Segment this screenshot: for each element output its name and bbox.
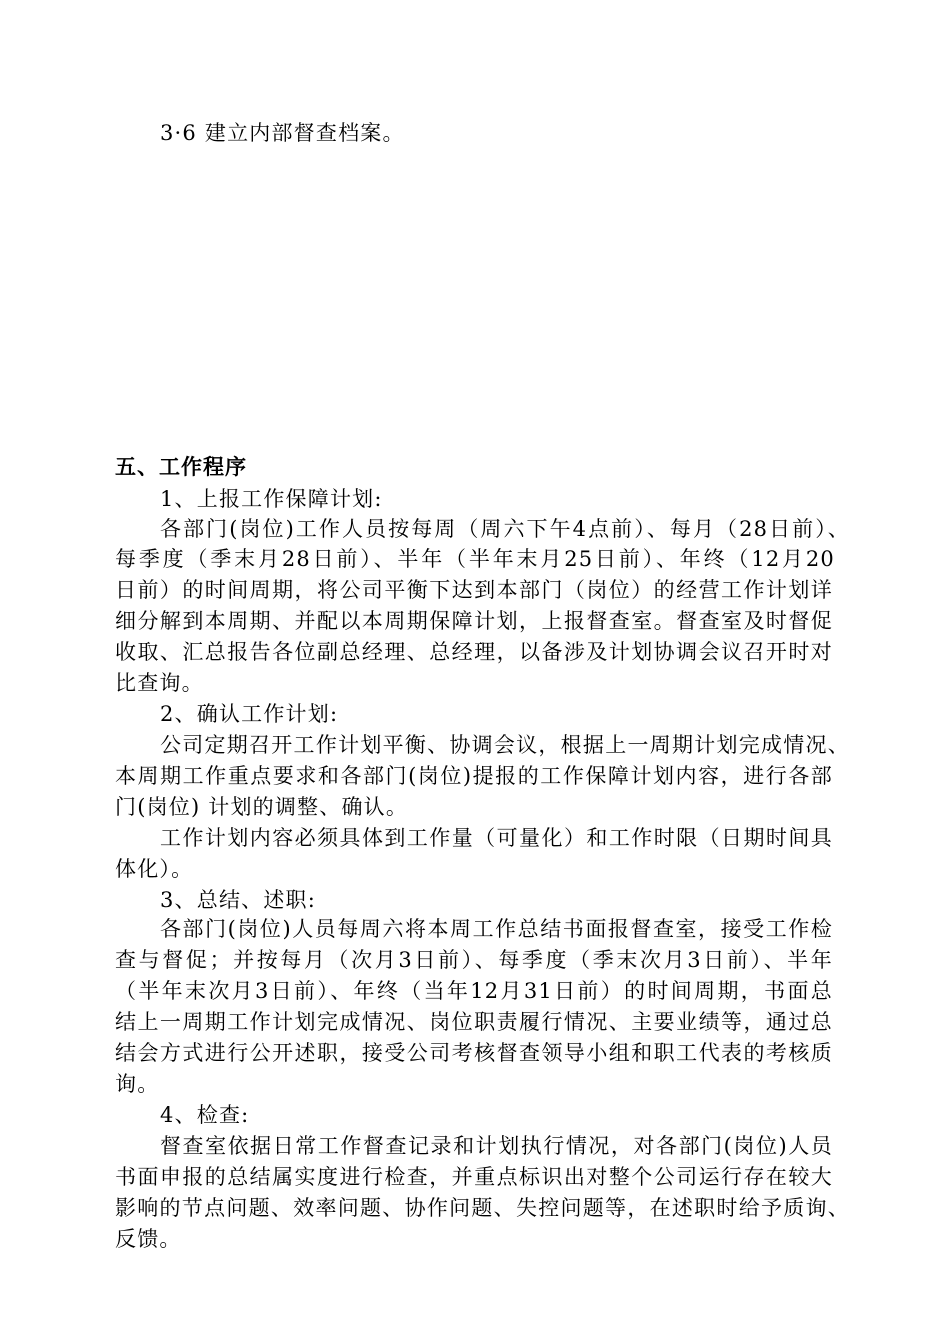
step3-line-3: （半年末次月3日前）、年终（当年12月31日前）的时间周期，书面总 xyxy=(115,979,833,1003)
step2-line-1: 公司定期召开工作计划平衡、协调会议，根据上一周期计划完成情况、 xyxy=(160,733,850,757)
step1-line-1: 各部门(岗位)工作人员按每周（周六下午4点前）、每月（28日前）、 xyxy=(160,517,850,541)
step1-title: 1、上报工作保障计划: xyxy=(160,487,383,511)
step1-line-6: 比查询。 xyxy=(115,671,204,695)
step2-line-3: 门(岗位) 计划的调整、确认。 xyxy=(115,795,409,819)
step1-line-3: 日前）的时间周期，将公司平衡下达到本部门（岗位）的经营工作计划详 xyxy=(115,578,833,602)
step4-line-3: 影响的节点问题、效率问题、协作问题、失控问题等，在述职时给予质询、 xyxy=(115,1196,850,1220)
step2-line-4: 工作计划内容必须具体到工作量（可量化）和工作时限（日期时间具 xyxy=(160,826,833,850)
step3-line-5: 结会方式进行公开述职，接受公司考核督查领导小组和职工代表的考核质 xyxy=(115,1041,833,1065)
step3-title: 3、总结、述职: xyxy=(160,888,317,912)
step3-line-1: 各部门(岗位)人员每周六将本周工作总结书面报督查室，接受工作检 xyxy=(160,917,833,941)
item-3-6: 3·6 建立内部督查档案。 xyxy=(160,121,405,145)
step1-line-5: 收取、汇总报告各位副总经理、总经理，以备涉及计划协调会议召开时对 xyxy=(115,640,833,664)
step2-title: 2、确认工作计划: xyxy=(160,702,339,726)
step3-line-6: 询。 xyxy=(115,1072,160,1096)
step2-line-5: 体化）。 xyxy=(115,857,194,881)
section-title: 五、工作程序 xyxy=(115,454,247,479)
step4-line-1: 督查室依据日常工作督查记录和计划执行情况，对各部门(岗位)人员 xyxy=(160,1134,833,1158)
step1-line-2: 每季度（季末月28日前）、半年（半年末月25日前）、年终（12月20 xyxy=(115,547,835,571)
step3-line-2: 查与督促；并按每月（次月3日前）、每季度（季末次月3日前）、半年 xyxy=(115,948,833,972)
step4-title: 4、检查: xyxy=(160,1103,250,1127)
step1-line-4: 细分解到本周期、并配以本周期保障计划，上报督查室。督查室及时督促 xyxy=(115,609,833,633)
step4-line-4: 反馈。 xyxy=(115,1227,182,1251)
step4-line-2: 书面申报的总结属实度进行检查，并重点标识出对整个公司运行存在较大 xyxy=(115,1165,833,1189)
step2-line-2: 本周期工作重点要求和各部门(岗位)提报的工作保障计划内容，进行各部 xyxy=(115,764,833,788)
step3-line-4: 结上一周期工作计划完成情况、岗位职责履行情况、主要业绩等，通过总 xyxy=(115,1010,833,1034)
